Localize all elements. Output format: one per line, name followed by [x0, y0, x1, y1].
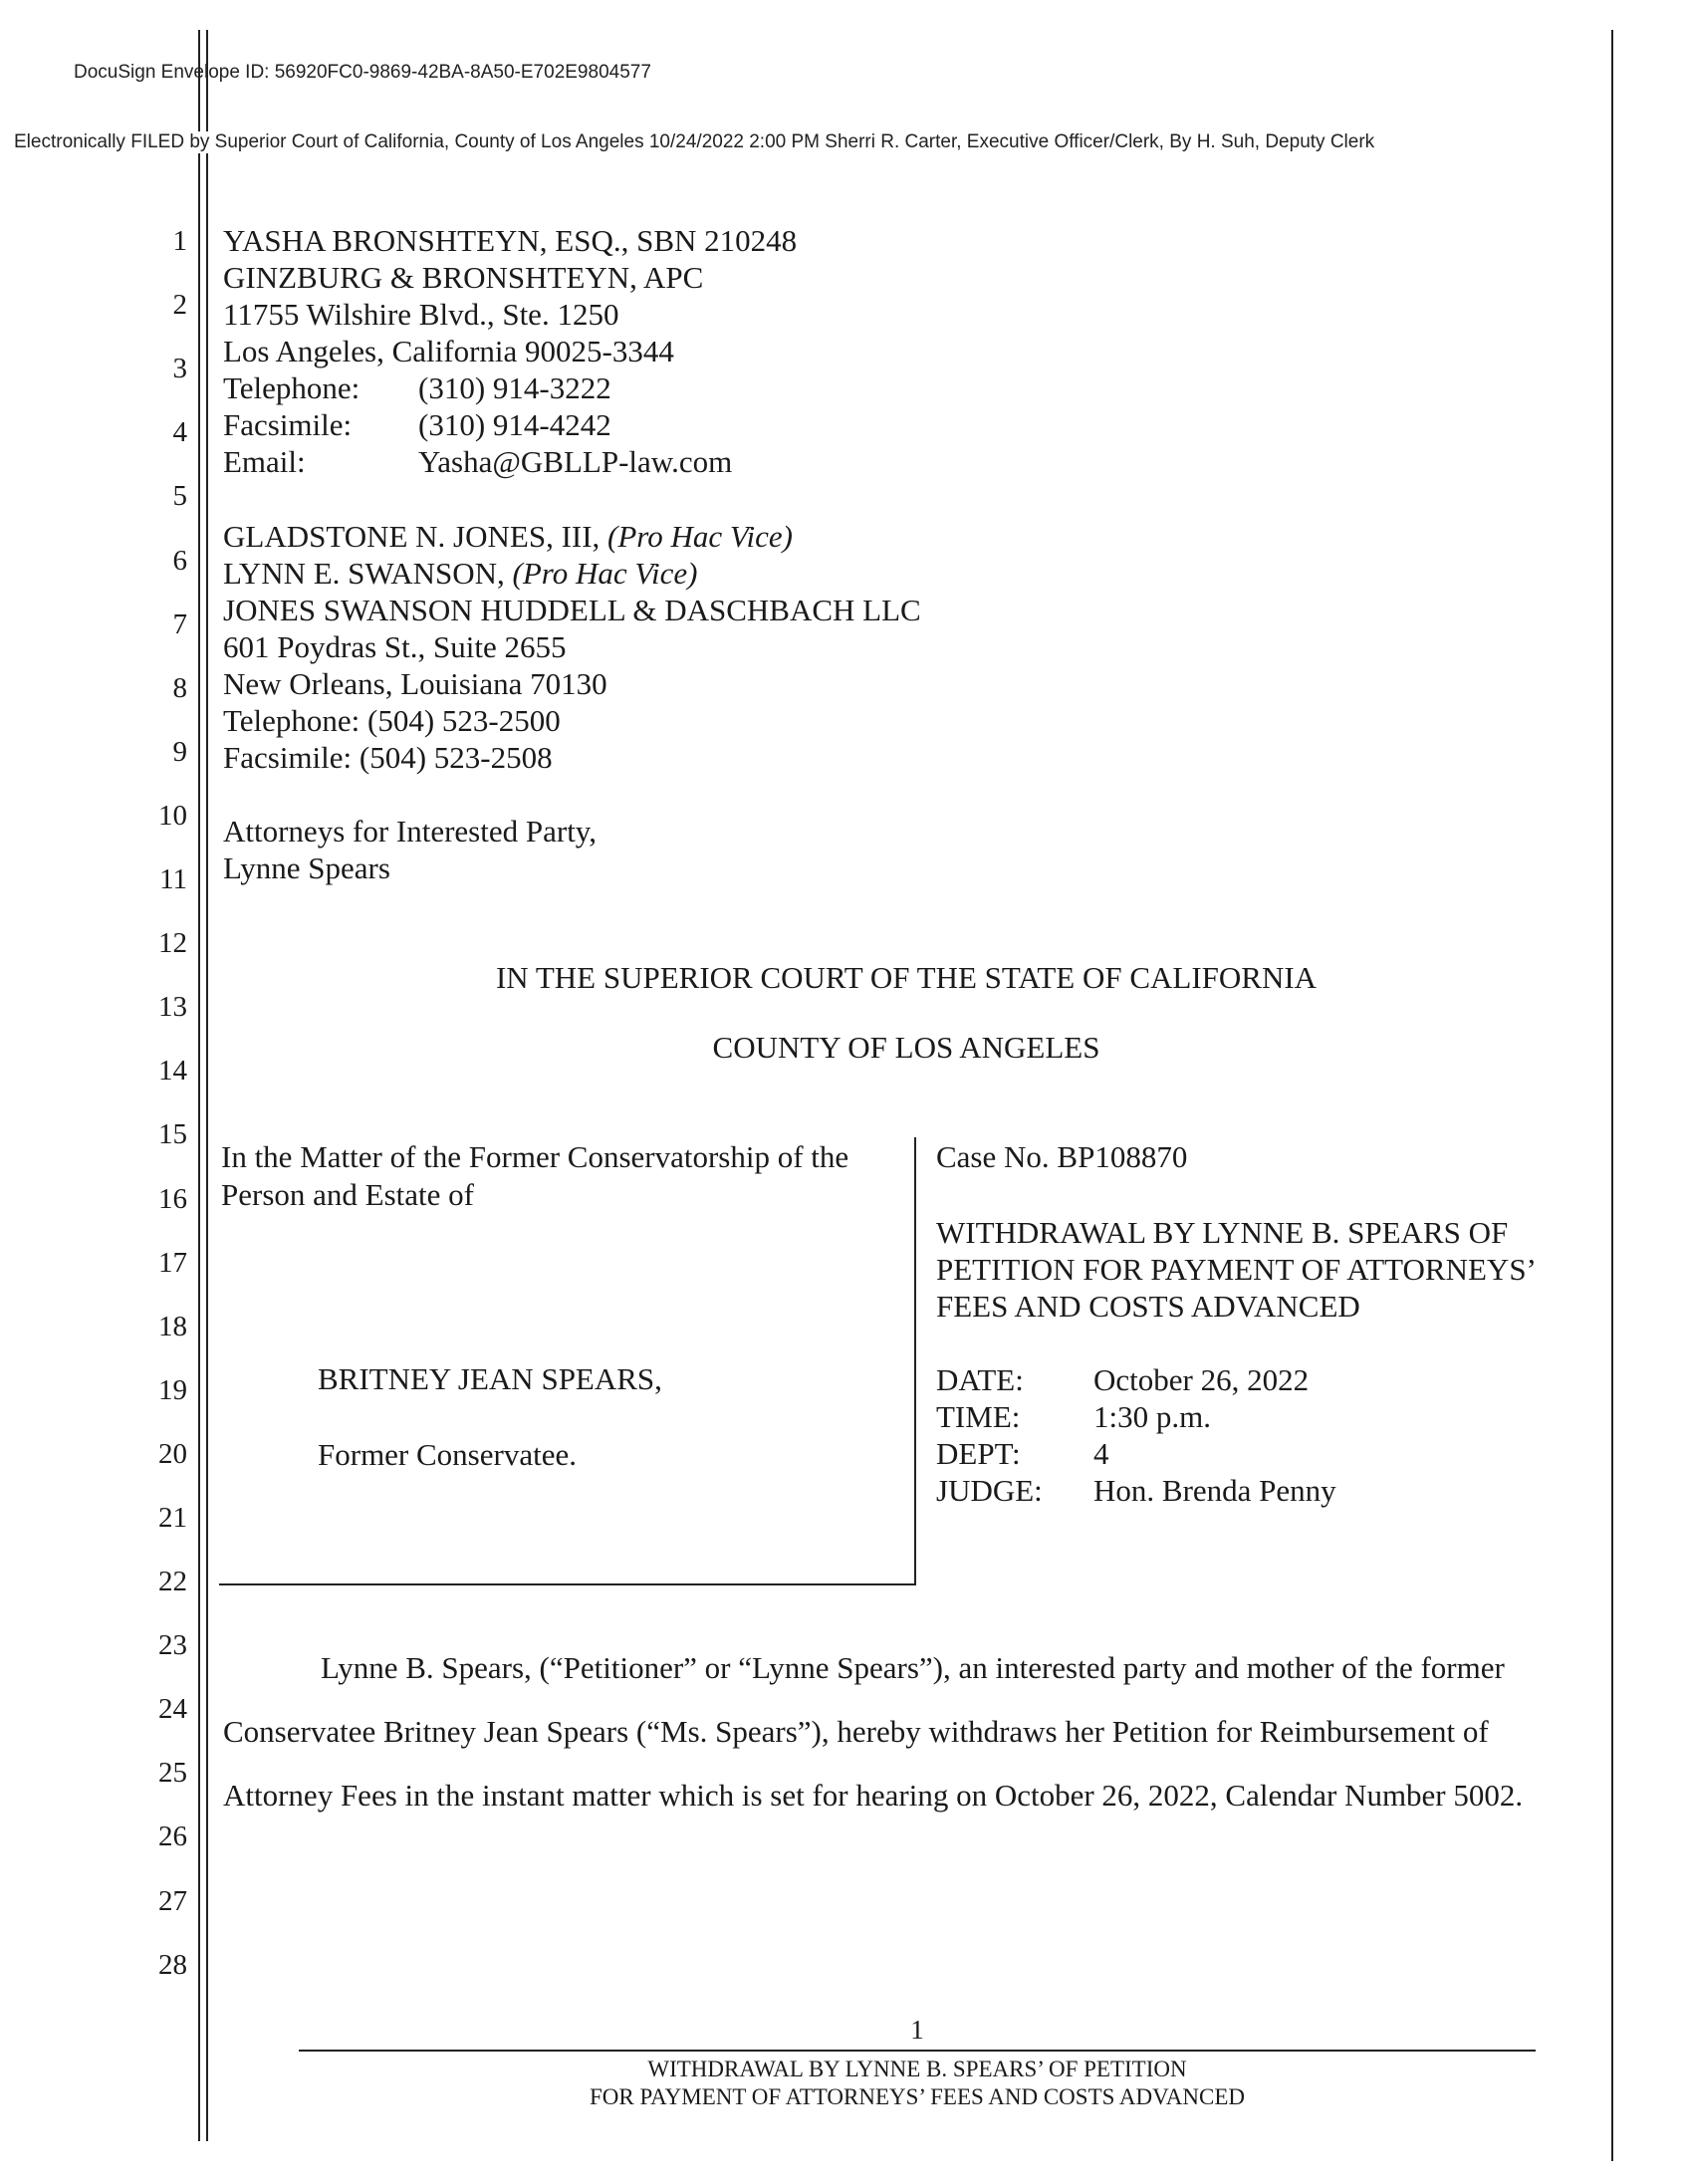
- footer-title-line-1: WITHDRAWAL BY LYNNE B. SPEARS’ OF PETITION: [647, 2057, 1187, 2081]
- line-number: 4: [172, 416, 187, 448]
- hearing-time: 1:30 p.m.: [1093, 1399, 1211, 1434]
- footer-rule: [299, 2050, 1536, 2052]
- hearing-date: October 26, 2022: [1093, 1362, 1310, 1397]
- line-number: 24: [158, 1693, 187, 1725]
- line-number: 13: [158, 991, 187, 1023]
- counsel-1-address2: Los Angeles, California 90025-3344: [223, 334, 674, 368]
- caption-party-name: BRITNEY JEAN SPEARS,: [318, 1361, 662, 1396]
- line-number: 26: [158, 1820, 187, 1852]
- attorneys-for-line-2: Lynne Spears: [223, 850, 390, 885]
- counsel-2-address1: 601 Poydras St., Suite 2655: [223, 629, 567, 664]
- counsel-block-2: [223, 518, 921, 776]
- line-number: 22: [158, 1566, 187, 1597]
- line-number: 1: [172, 225, 187, 257]
- line-number: 21: [158, 1502, 187, 1534]
- body-line-3: Attorney Fees in the instant matter which is set for hearing on October 26, 2022, Calendar Number 5002.: [223, 1778, 1524, 1813]
- counsel-2-name-2: LYNN E. SWANSON,: [223, 556, 505, 591]
- line-number: 25: [158, 1757, 187, 1789]
- hearing-dept: 4: [1093, 1436, 1109, 1471]
- counsel-2-name-1-note: (Pro Hac Vice): [607, 519, 793, 554]
- electronic-filing-stamp: Electronically FILED by Superior Court of California, County of Los Angeles 10/24/2022 2:00 PM Sherri R. Carter, Executive Officer/Clerk, By H. Suh, Deputy Clerk: [14, 131, 1375, 152]
- counsel-2-name-2-row: [223, 555, 921, 592]
- left-margin-rule-outer: [198, 30, 200, 2141]
- body-line-1: Lynne B. Spears, (“Petitioner” or “Lynne Spears”), an interested party and mother of the former: [321, 1650, 1505, 1685]
- line-number: 8: [172, 672, 187, 704]
- line-number: 19: [158, 1374, 187, 1406]
- counsel-1-address1: 11755 Wilshire Blvd., Ste. 1250: [223, 297, 619, 332]
- document-title: [936, 1214, 1537, 1325]
- line-number: 3: [172, 353, 187, 384]
- counsel-2-name-2-note: (Pro Hac Vice): [512, 556, 698, 591]
- counsel-1-phone: (310) 914-3222: [418, 370, 611, 405]
- counsel-1-phone-row: [223, 369, 797, 406]
- right-margin-rule: [1611, 30, 1613, 2161]
- counsel-2-name-1: GLADSTONE N. JONES, III,: [223, 519, 601, 554]
- line-number: 5: [172, 480, 187, 512]
- document-title-line-3: FEES AND COSTS ADVANCED: [936, 1289, 1360, 1324]
- attorneys-for-block: [223, 813, 597, 886]
- left-margin-rule-inner: [206, 30, 208, 2141]
- counsel-2-firm: JONES SWANSON HUDDELL & DASCHBACH LLC: [223, 593, 921, 627]
- caption-matter-line-2: Person and Estate of: [221, 1177, 474, 1212]
- line-number: 16: [158, 1183, 187, 1215]
- counsel-2-name-1-row: [223, 518, 921, 555]
- document-title-line-2: PETITION FOR PAYMENT OF ATTORNEYS’: [936, 1252, 1537, 1287]
- page-number: 1: [910, 2015, 924, 2045]
- line-number: 15: [158, 1118, 187, 1150]
- line-number: 20: [158, 1438, 187, 1470]
- line-number: 9: [172, 736, 187, 768]
- body-line-2: Conservatee Britney Jean Spears (“Ms. Spears”), hereby withdraws her Petition for Reimbursement of: [223, 1714, 1489, 1749]
- line-number: 7: [172, 608, 187, 640]
- court-name: IN THE SUPERIOR COURT OF THE STATE OF CALIFORNIA: [495, 960, 1318, 995]
- hearing-dept-row: [936, 1435, 1336, 1472]
- hearing-time-label: TIME:: [936, 1399, 1021, 1434]
- case-number: Case No. BP108870: [936, 1139, 1188, 1174]
- hearing-judge-label: JUDGE:: [936, 1473, 1043, 1508]
- court-county: COUNTY OF LOS ANGELES: [712, 1030, 1100, 1065]
- document-title-line-1: WITHDRAWAL BY LYNNE B. SPEARS OF: [936, 1215, 1509, 1250]
- counsel-1-email-row: [223, 443, 797, 480]
- counsel-1-fax-label: Facsimile:: [223, 407, 353, 442]
- hearing-info: [936, 1361, 1336, 1509]
- footer-title: [299, 2056, 1536, 2111]
- counsel-1-fax: (310) 914-4242: [418, 407, 611, 442]
- line-number: 14: [158, 1055, 187, 1087]
- hearing-date-row: [936, 1361, 1336, 1398]
- caption-party-role: Former Conservatee.: [318, 1437, 577, 1472]
- line-number: 10: [158, 800, 187, 832]
- hearing-judge-row: [936, 1472, 1336, 1509]
- attorneys-for-line-1: Attorneys for Interested Party,: [223, 814, 598, 849]
- footer-title-line-2: FOR PAYMENT OF ATTORNEYS’ FEES AND COSTS ADVANCED: [589, 2084, 1245, 2109]
- counsel-1-phone-label: Telephone:: [223, 370, 361, 405]
- counsel-1-email: Yasha@GBLLP-law.com: [418, 444, 733, 479]
- line-number: 28: [158, 1949, 187, 1981]
- hearing-date-label: DATE:: [936, 1362, 1024, 1397]
- hearing-time-row: [936, 1398, 1336, 1435]
- counsel-1-email-label: Email:: [223, 444, 306, 479]
- line-number: 6: [172, 545, 187, 577]
- counsel-block-1: [223, 222, 797, 480]
- line-number: 18: [158, 1311, 187, 1342]
- line-number: 12: [158, 927, 187, 959]
- hearing-judge: Hon. Brenda Penny: [1093, 1473, 1336, 1508]
- counsel-1-firm: GINZBURG & BRONSHTEYN, APC: [223, 260, 704, 295]
- line-number: 11: [159, 863, 187, 895]
- caption-matter-line-1: In the Matter of the Former Conservatorship of the: [221, 1139, 849, 1174]
- line-number: 23: [158, 1629, 187, 1661]
- docusign-envelope-id: DocuSign Envelope ID: 56920FC0-9869-42BA-8A50-E702E9804577: [74, 62, 651, 83]
- caption-divider-horizontal: [219, 1583, 916, 1585]
- hearing-dept-label: DEPT:: [936, 1436, 1021, 1471]
- counsel-2-address2: New Orleans, Louisiana 70130: [223, 666, 607, 701]
- line-number: 27: [158, 1885, 187, 1917]
- line-number: 17: [158, 1247, 187, 1279]
- counsel-1-fax-row: [223, 406, 797, 443]
- counsel-1-name: YASHA BRONSHTEYN, ESQ., SBN 210248: [223, 223, 798, 258]
- caption-divider-vertical: [914, 1137, 916, 1585]
- caption-matter: [221, 1138, 848, 1214]
- line-number: 2: [172, 289, 187, 321]
- counsel-2-phone: Telephone: (504) 523-2500: [223, 703, 561, 738]
- counsel-2-fax: Facsimile: (504) 523-2508: [223, 740, 553, 775]
